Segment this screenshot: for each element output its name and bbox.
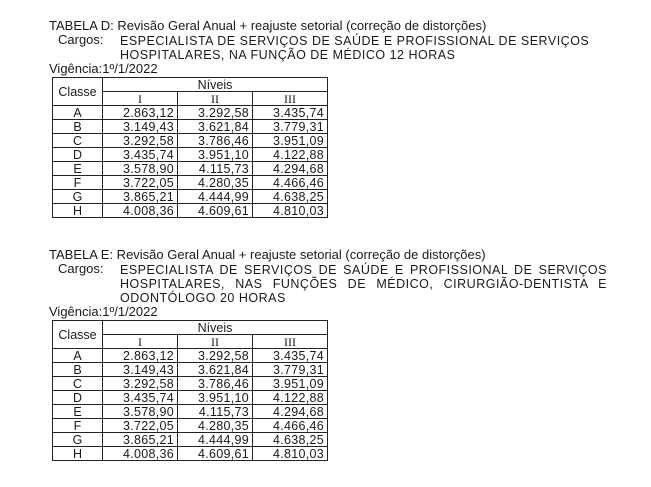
value-cell: 3.786,46 — [178, 134, 253, 148]
value-cell: 3.722,05 — [103, 176, 178, 190]
table-row — [53, 363, 328, 377]
table-e-cargos-line-1: ESPECIALISTA DE SERVIÇOS DE SAÚDE E PROFISSIONAL DE SERVIÇOS — [120, 263, 607, 277]
value-cell: 4.294,68 — [253, 405, 328, 419]
value-cell: 4.115,73 — [178, 162, 253, 176]
table-d-header-level-1: I — [103, 92, 178, 106]
table-row — [53, 176, 328, 190]
value-cell: 4.444,99 — [178, 190, 253, 204]
table-d-vigencia: Vigência:1º/1/2022 — [49, 61, 158, 76]
classe-cell: C — [53, 377, 103, 391]
table-row — [53, 162, 328, 176]
classe-cell: G — [53, 433, 103, 447]
table-d-header-level-2: II — [178, 92, 253, 106]
table-d-cargos-label: Cargos: — [58, 32, 104, 47]
value-cell: 4.294,68 — [253, 162, 328, 176]
table-row — [53, 433, 328, 447]
value-cell: 3.292,58 — [178, 106, 253, 120]
value-cell: 3.435,74 — [253, 349, 328, 363]
value-cell: 3.865,21 — [103, 190, 178, 204]
table-row — [53, 134, 328, 148]
table-d-header-level-3: III — [253, 92, 328, 106]
classe-cell: H — [53, 204, 103, 218]
table-e-header-niveis: Níveis — [103, 321, 328, 335]
value-cell: 4.008,36 — [103, 447, 178, 461]
table-row — [53, 190, 328, 204]
value-cell: 3.951,10 — [178, 391, 253, 405]
classe-cell: A — [53, 349, 103, 363]
table-e-header-level-2: II — [178, 335, 253, 349]
classe-cell: E — [53, 405, 103, 419]
value-cell: 2.863,12 — [103, 106, 178, 120]
value-cell: 4.466,46 — [253, 419, 328, 433]
value-cell: 2.863,12 — [103, 349, 178, 363]
value-cell: 4.280,35 — [178, 176, 253, 190]
value-cell: 3.722,05 — [103, 419, 178, 433]
classe-cell: F — [53, 176, 103, 190]
value-cell: 3.292,58 — [103, 134, 178, 148]
value-cell: 3.779,31 — [253, 363, 328, 377]
table-row — [53, 377, 328, 391]
table-d — [52, 77, 328, 218]
table-e-vigencia: Vigência:1º/1/2022 — [49, 304, 158, 319]
classe-cell: E — [53, 162, 103, 176]
table-row — [53, 405, 328, 419]
table-e-header-level-1: I — [103, 335, 178, 349]
value-cell: 4.466,46 — [253, 176, 328, 190]
value-cell: 3.779,31 — [253, 120, 328, 134]
table-d-title: TABELA D: Revisão Geral Anual + reajuste setorial (correção de distorções) — [49, 18, 487, 33]
value-cell: 3.578,90 — [103, 405, 178, 419]
table-row — [53, 447, 328, 461]
table-row — [53, 391, 328, 405]
value-cell: 4.638,25 — [253, 433, 328, 447]
value-cell: 3.621,84 — [178, 363, 253, 377]
value-cell: 4.008,36 — [103, 204, 178, 218]
classe-cell: C — [53, 134, 103, 148]
classe-cell: B — [53, 363, 103, 377]
value-cell: 3.435,74 — [253, 106, 328, 120]
value-cell: 4.122,88 — [253, 148, 328, 162]
table-row — [53, 349, 328, 363]
table-e-cargos-line-2: HOSPITALARES, NAS FUNÇÕES DE MÉDICO, CIRURGIÃO-DENTISTA E — [120, 277, 607, 291]
value-cell: 3.951,09 — [253, 377, 328, 391]
value-cell: 3.951,09 — [253, 134, 328, 148]
value-cell: 3.865,21 — [103, 433, 178, 447]
value-cell: 3.578,90 — [103, 162, 178, 176]
table-row — [53, 148, 328, 162]
table-e-cargos-label: Cargos: — [58, 261, 104, 276]
table-row — [53, 106, 328, 120]
classe-cell: A — [53, 106, 103, 120]
table-row — [53, 120, 328, 134]
value-cell: 3.149,43 — [103, 120, 178, 134]
classe-cell: D — [53, 148, 103, 162]
table-d-header-classe: Classe — [53, 78, 103, 106]
value-cell: 3.292,58 — [103, 377, 178, 391]
table-e-header-classe: Classe — [53, 321, 103, 349]
value-cell: 4.810,03 — [253, 204, 328, 218]
table-e-cargos-line-3: ODONTÓLOGO 20 HORAS — [120, 291, 286, 305]
value-cell: 4.115,73 — [178, 405, 253, 419]
value-cell: 4.280,35 — [178, 419, 253, 433]
table-row — [53, 204, 328, 218]
table-row — [53, 419, 328, 433]
classe-cell: D — [53, 391, 103, 405]
table-e-title: TABELA E: Revisão Geral Anual + reajuste setorial (correção de distorções) — [49, 247, 486, 262]
value-cell: 3.435,74 — [103, 391, 178, 405]
value-cell: 3.621,84 — [178, 120, 253, 134]
table-e — [52, 320, 328, 461]
value-cell: 4.609,61 — [178, 204, 253, 218]
classe-cell: H — [53, 447, 103, 461]
value-cell: 3.292,58 — [178, 349, 253, 363]
value-cell: 3.786,46 — [178, 377, 253, 391]
table-d-cargos-line-1: ESPECIALISTA DE SERVIÇOS DE SAÚDE E PROFISSIONAL DE SERVIÇOS — [120, 34, 590, 48]
classe-cell: B — [53, 120, 103, 134]
value-cell: 4.444,99 — [178, 433, 253, 447]
table-e-header-level-3: III — [253, 335, 328, 349]
value-cell: 4.638,25 — [253, 190, 328, 204]
value-cell: 4.609,61 — [178, 447, 253, 461]
value-cell: 3.149,43 — [103, 363, 178, 377]
table-d-header-niveis: Níveis — [103, 78, 328, 92]
value-cell: 4.810,03 — [253, 447, 328, 461]
value-cell: 4.122,88 — [253, 391, 328, 405]
classe-cell: G — [53, 190, 103, 204]
value-cell: 3.951,10 — [178, 148, 253, 162]
value-cell: 3.435,74 — [103, 148, 178, 162]
table-d-cargos-line-2: HOSPITALARES, NA FUNÇÃO DE MÉDICO 12 HORAS — [120, 48, 456, 62]
classe-cell: F — [53, 419, 103, 433]
